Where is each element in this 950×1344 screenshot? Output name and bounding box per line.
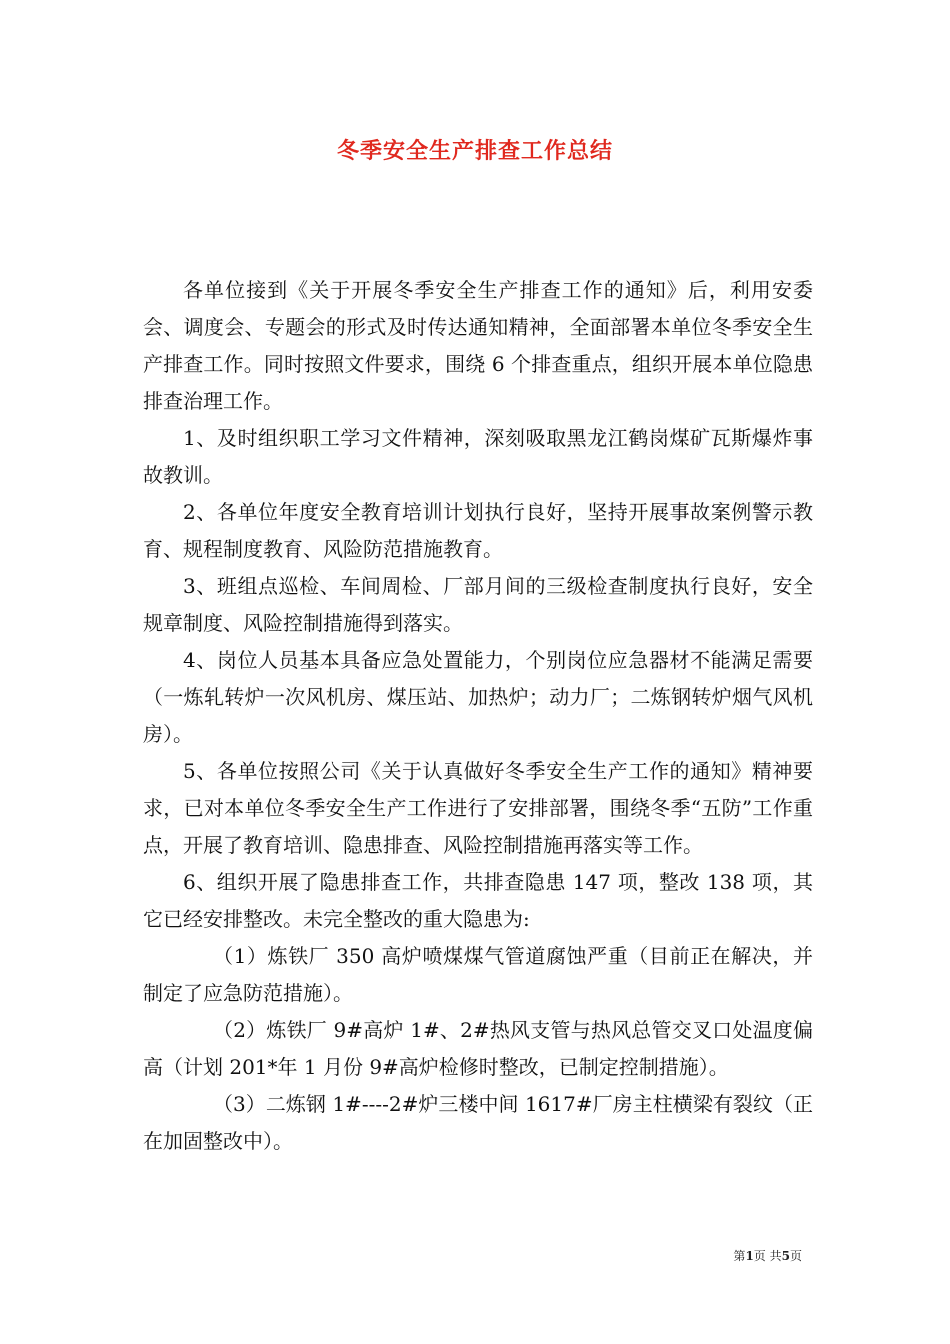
item-5-paragraph: 5、各单位按照公司《关于认真做好冬季安全生产工作的通知》精神要求，已对本单位冬季安全生产工作进行了安排部署，围绕冬季“五防”工作重点，开展了教育培训、隐患排查、风险控制措施再落实等工作。 — [143, 759, 813, 857]
hazard-2-paragraph: （2）炼铁厂 9#高炉 1#、2#热风支管与热风总管交叉口处温度偏高（计划 201*年 1 月份 9#高炉检修时整改，已制定控制措施）。 — [143, 1018, 813, 1079]
footer-suffix: 页 — [789, 1249, 802, 1263]
current-page-number: 1 — [745, 1249, 754, 1263]
page-number-footer — [733, 1247, 802, 1264]
item-4-paragraph: 4、岗位人员基本具备应急处置能力，个别岗位应急器材不能满足需要（一炼轧转炉一次风机房、煤压站、加热炉；动力厂；二炼钢转炉烟气风机房）。 — [143, 648, 813, 746]
item-6-paragraph: 6、组织开展了隐患排查工作，共排查隐患 147 项，整改 138 项，其它已经安排整改。未完全整改的重大隐患为: — [143, 870, 813, 931]
item-2-paragraph: 2、各单位年度安全教育培训计划执行良好，坚持开展事故案例警示教育、规程制度教育、风险防范措施教育。 — [143, 500, 813, 561]
intro-paragraph: 各单位接到《关于开展冬季安全生产排查工作的通知》后，利用安委会、调度会、专题会的形式及时传达通知精神，全面部署本单位冬季安全生产排查工作。同时按照文件要求，围绕 6 个排查重点，组织开展本单位隐患排查治理工作。 — [143, 278, 813, 413]
footer-prefix: 第 — [733, 1249, 746, 1263]
item-3-paragraph: 3、班组点巡检、车间周检、厂部月间的三级检查制度执行良好，安全规章制度、风险控制措施得到落实。 — [143, 574, 813, 635]
hazard-3-paragraph: （3）二炼钢 1#----2#炉三楼中间 1617#厂房主柱横梁有裂纹（正在加固整改中）。 — [143, 1092, 813, 1153]
hazard-1-paragraph: （1）炼铁厂 350 高炉喷煤煤气管道腐蚀严重（目前正在解决，并制定了应急防范措施）。 — [143, 944, 813, 1005]
document-body — [143, 272, 813, 1160]
document-title: 冬季安全生产排查工作总结 — [336, 138, 613, 164]
total-pages-number: 5 — [781, 1249, 790, 1263]
footer-middle: 页 共 — [753, 1249, 782, 1263]
item-1-paragraph: 1、及时组织职工学习文件精神，深刻吸取黑龙江鹤岗煤矿瓦斯爆炸事故教训。 — [143, 426, 813, 487]
